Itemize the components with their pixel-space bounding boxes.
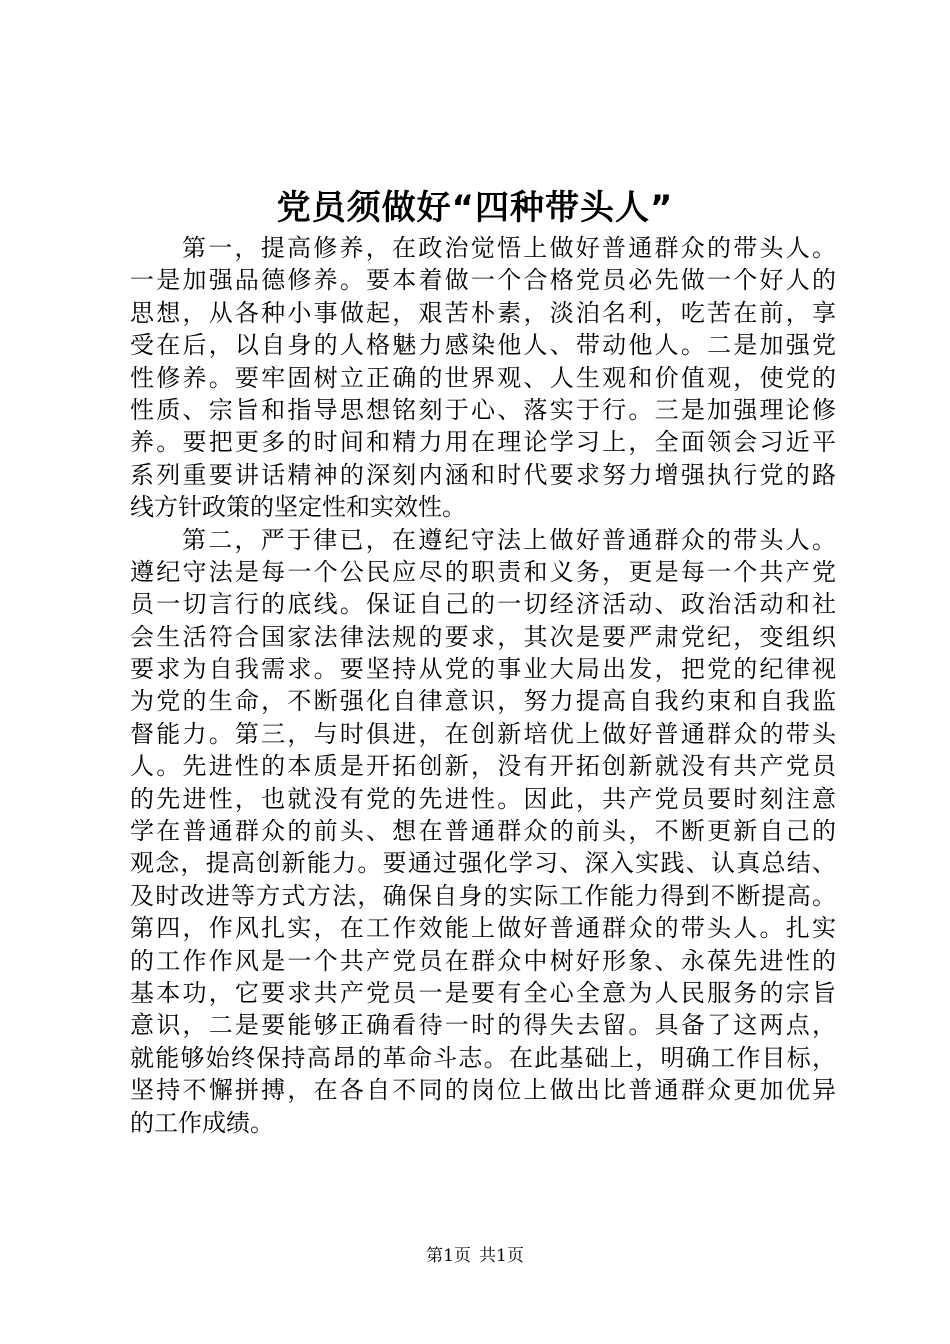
body-line: 为党的生命，不断强化自律意识，努力提高自我约束和自我监 xyxy=(130,687,836,716)
page-footer xyxy=(0,1245,950,1267)
body-line: 会生活符合国家法律法规的要求，其次是要严肃党纪，变组织 xyxy=(130,622,836,651)
body-line: 人。先进性的本质是开拓创新，没有开拓创新就没有共产党员 xyxy=(130,752,836,781)
body-line: 线方针政策的坚定性和实效性。 xyxy=(130,493,466,522)
body-line: 系列重要讲话精神的深刻内涵和时代要求努力增强执行党的路 xyxy=(130,460,836,489)
body-line: 学在普通群众的前头、想在普通群众的前头，不断更新自己的 xyxy=(130,817,836,846)
body-line: 性质、宗旨和指导思想铭刻于心、落实于行。三是加强理论修 xyxy=(130,395,836,424)
body-line: 就能够始终保持高昂的革命斗志。在此基础上，明确工作目标， xyxy=(130,1043,836,1072)
document-body xyxy=(130,232,836,1139)
body-line: 意识，二是要能够正确看待一时的得失去留。具备了这两点， xyxy=(130,1011,836,1040)
body-line: 一是加强品德修养。要本着做一个合格党员必先做一个好人的 xyxy=(130,266,836,295)
body-line: 第四，作风扎实，在工作效能上做好普通群众的带头人。扎实 xyxy=(130,914,836,943)
body-line: 的工作成绩。 xyxy=(130,1108,274,1137)
body-line: 员一切言行的底线。保证自己的一切经济活动、政治活动和社 xyxy=(130,590,836,619)
body-line: 受在后，以自身的人格魅力感染他人、带动他人。二是加强党 xyxy=(130,331,836,360)
body-line: 及时改进等方式方法，确保自身的实际工作能力得到不断提高。 xyxy=(130,881,836,910)
body-line: 坚持不懈拼搏，在各自不同的岗位上做出比普通群众更加优异 xyxy=(130,1076,836,1105)
body-line: 基本功，它要求共产党员一是要有全心全意为人民服务的宗旨 xyxy=(130,978,836,1007)
body-line: 的先进性，也就没有党的先进性。因此，共产党员要时刻注意 xyxy=(130,784,836,813)
body-line: 第二，严于律已，在遵纪守法上做好普通群众的带头人。 xyxy=(182,525,836,554)
body-line: 要求为自我需求。要坚持从党的事业大局出发，把党的纪律视 xyxy=(130,655,836,684)
body-line: 思想，从各种小事做起，艰苦朴素，淡泊名利，吃苦在前，享 xyxy=(130,298,836,327)
page-number: 第1页 xyxy=(426,1246,471,1266)
body-line: 的工作作风是一个共产党员在群众中树好形象、永葆先进性的 xyxy=(130,946,836,975)
page-total: 共1页 xyxy=(479,1246,524,1266)
body-line: 第一，提高修养，在政治觉悟上做好普通群众的带头人。 xyxy=(182,234,836,262)
body-line: 观念，提高创新能力。要通过强化学习、深入实践、认真总结、 xyxy=(130,849,836,878)
body-line: 遵纪守法是每一个公民应尽的职责和义务，更是每一个共产党 xyxy=(130,557,836,586)
body-line: 性修养。要牢固树立正确的世界观、人生观和价值观，使党的 xyxy=(130,363,836,392)
body-line: 养。要把更多的时间和精力用在理论学习上，全面领会习近平 xyxy=(130,428,836,457)
body-line: 督能力。第三，与时俱进，在创新培优上做好普通群众的带头 xyxy=(130,719,836,748)
document-title: 党员须做好“四种带头人” xyxy=(276,188,674,228)
